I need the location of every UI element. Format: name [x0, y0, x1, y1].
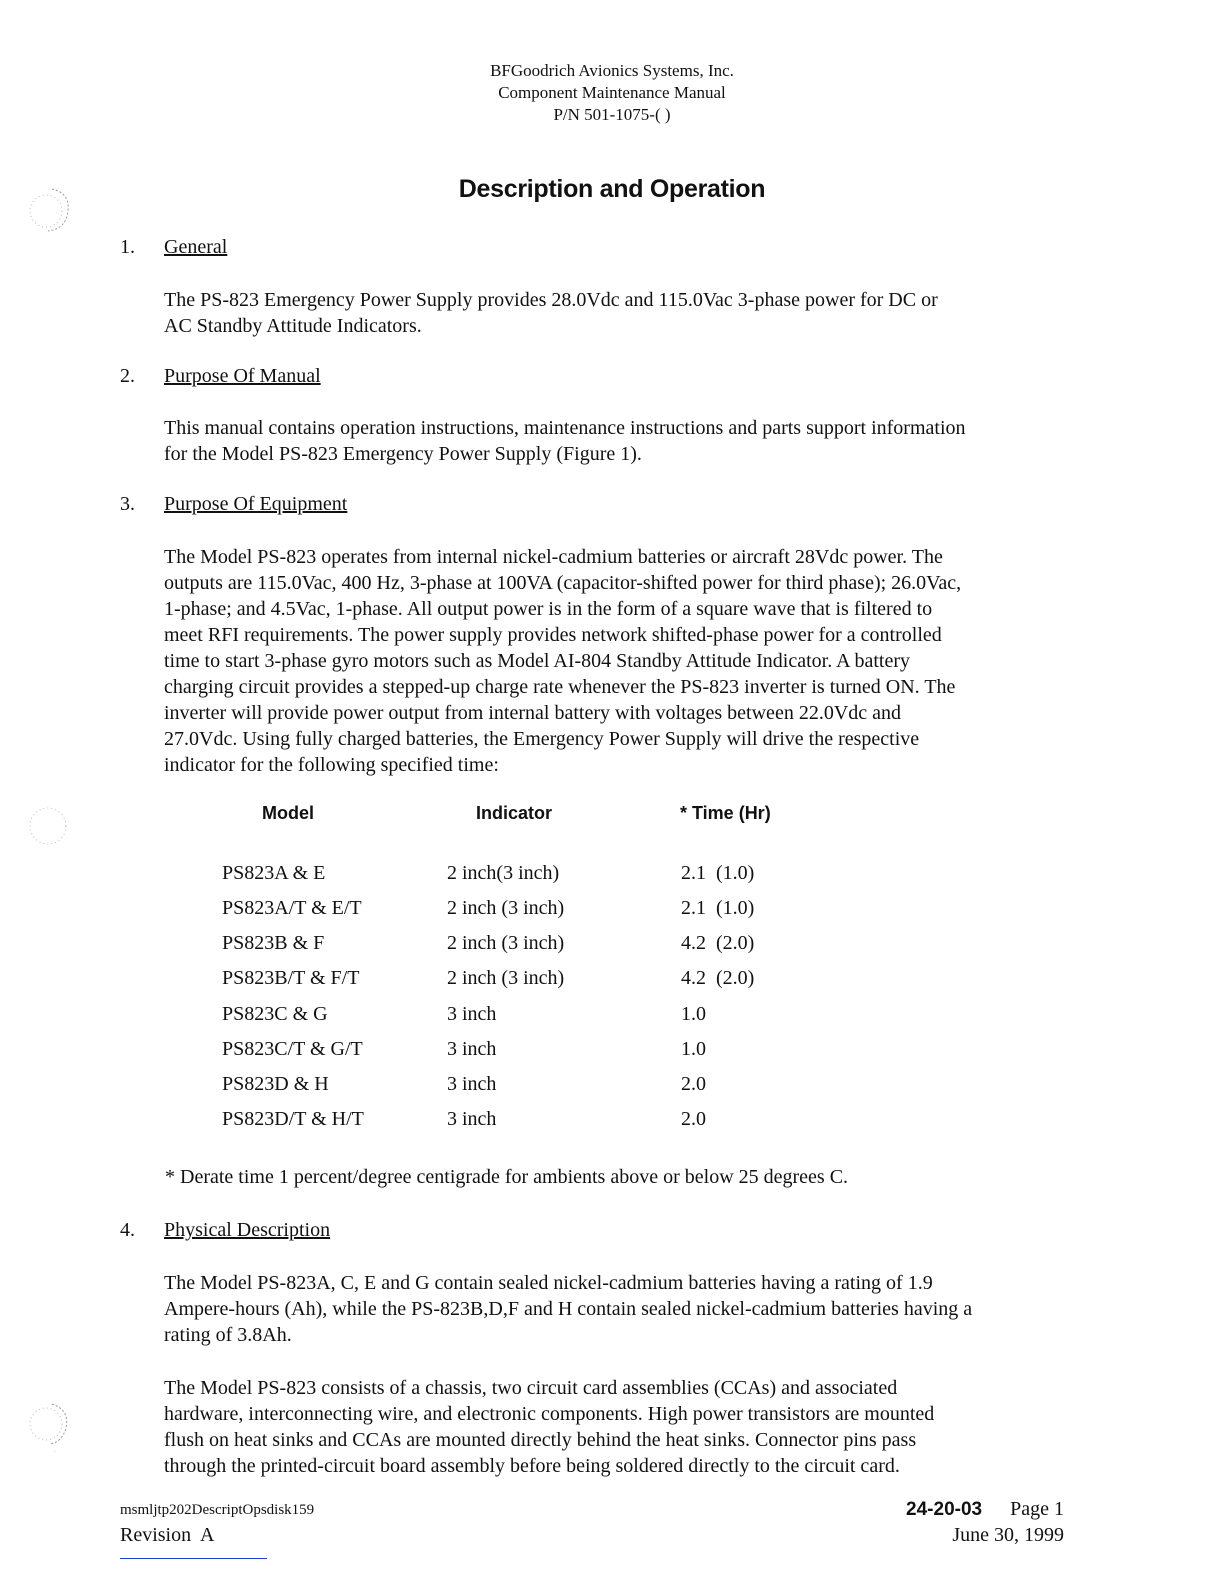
punch-hole-mark [22, 800, 74, 852]
footer-page-info [906, 1498, 1064, 1521]
paragraph-line: through the printed-circuit board assembly before being soldered directly to the circuit card. [164, 1455, 900, 1477]
table-cell-indicator: 2 inch (3 inch) [447, 897, 565, 919]
table-cell-time: 1.0 [681, 1003, 706, 1025]
table-cell-model: PS823B & F [222, 932, 325, 954]
paragraph-line: indicator for the following specified time: [164, 754, 499, 776]
footer-rule [120, 1558, 267, 1559]
table-cell-time: 1.0 [681, 1038, 706, 1060]
paragraph-line: Ampere-hours (Ah), while the PS-823B,D,F and H contain sealed nickel-cadmium batteries having a [164, 1298, 973, 1320]
table-cell-model: PS823C & G [222, 1003, 328, 1025]
paragraph-line: The Model PS-823A, C, E and G contain sealed nickel-cadmium batteries having a rating of 1.9 [164, 1272, 933, 1294]
paragraph-line: inverter will provide power output from internal battery with voltages between 22.0Vdc and [164, 702, 902, 724]
paragraph-line: flush on heat sinks and CCAs are mounted directly behind the heat sinks. Connector pins pass [164, 1429, 917, 1451]
paragraph [164, 544, 1074, 778]
table-cell-time: 2.1 (1.0) [681, 897, 755, 919]
section-heading-general: General [164, 236, 228, 258]
section-heading-purpose-of-equipment: Purpose Of Equipment [164, 493, 348, 515]
paragraph-line: time to start 3-phase gyro motors such as Model AI-804 Standby Attitude Indicator. A battery [164, 650, 910, 672]
table-cell-time: 2.1 (1.0) [681, 862, 755, 884]
paragraph-line: This manual contains operation instructions, maintenance instructions and parts support information [164, 417, 966, 439]
footer-revision: Revision A [120, 1524, 215, 1546]
table-cell-time: 2.0 [681, 1073, 706, 1095]
footer-file-id: msmljtp202DescriptOpsdisk159 [120, 1502, 315, 1518]
section-number: 4. [120, 1219, 135, 1241]
paragraph-line: The Model PS-823 consists of a chassis, two circuit card assemblies (CCAs) and associated [164, 1377, 898, 1399]
section-heading-purpose-of-manual: Purpose Of Manual [164, 365, 321, 387]
footer-date: June 30, 1999 [952, 1524, 1064, 1546]
table-header-time: * Time (Hr) [680, 803, 771, 823]
paragraph-line: rating of 3.8Ah. [164, 1324, 292, 1346]
table-cell-model: PS823C/T & G/T [222, 1038, 363, 1060]
table-cell-indicator: 2 inch (3 inch) [447, 967, 565, 989]
table-cell-time: 4.2 (2.0) [681, 932, 755, 954]
table-cell-indicator: 2 inch(3 inch) [447, 862, 560, 884]
paragraph [164, 287, 1074, 339]
section-number: 3. [120, 493, 135, 515]
table-cell-model: PS823A & E [222, 862, 326, 884]
paragraph [164, 1375, 1074, 1479]
manual-name: Component Maintenance Manual [498, 83, 726, 102]
paragraph-line: 27.0Vdc. Using fully charged batteries, the Emergency Power Supply will drive the respective [164, 728, 920, 750]
table-cell-indicator: 3 inch [447, 1108, 497, 1130]
table-cell-time: 4.2 (2.0) [681, 967, 755, 989]
paragraph [164, 415, 1074, 467]
table-cell-indicator: 3 inch [447, 1003, 497, 1025]
page-title: Description and Operation [458, 175, 766, 203]
footer-doc-code: 24-20-03 [906, 1499, 983, 1520]
paragraph-line: hardware, interconnecting wire, and electronic components. High power transistors are mounted [164, 1403, 935, 1425]
table-cell-model: PS823A/T & E/T [222, 897, 362, 919]
paragraph-line: The PS-823 Emergency Power Supply provides 28.0Vdc and 115.0Vac 3-phase power for DC or [164, 289, 938, 311]
table-cell-time: 2.0 [681, 1108, 706, 1130]
table-cell-indicator: 3 inch [447, 1073, 497, 1095]
paragraph-line: AC Standby Attitude Indicators. [164, 315, 422, 337]
paragraph [164, 1270, 1074, 1348]
table-footnote: * Derate time 1 percent/degree centigrade for ambients above or below 25 degrees C. [165, 1166, 849, 1188]
table-cell-indicator: 3 inch [447, 1038, 497, 1060]
table-cell-model: PS823D & H [222, 1073, 329, 1095]
paragraph-line: meet RFI requirements. The power supply provides network shifted-phase power for a controlled [164, 624, 942, 646]
company-name: BFGoodrich Avionics Systems, Inc. [490, 61, 734, 80]
paragraph-line: for the Model PS-823 Emergency Power Supply (Figure 1). [164, 443, 642, 465]
punch-hole-mark [22, 1400, 74, 1452]
table-cell-model: PS823D/T & H/T [222, 1108, 364, 1130]
section-number: 1. [120, 236, 135, 258]
paragraph-line: The Model PS-823 operates from internal nickel-cadmium batteries or aircraft 28Vdc power. The [164, 546, 943, 568]
table-cell-model: PS823B/T & F/T [222, 967, 360, 989]
table-header-indicator: Indicator [476, 803, 553, 823]
table-cell-indicator: 2 inch (3 inch) [447, 932, 565, 954]
table-header-model: Model [262, 803, 314, 823]
section-number: 2. [120, 365, 135, 387]
section-heading-physical-description: Physical Description [164, 1219, 331, 1241]
footer-page-number: Page 1 [1010, 1498, 1064, 1520]
part-number: P/N 501-1075-( ) [553, 105, 671, 124]
paragraph-line: charging circuit provides a stepped-up charge rate whenever the PS-823 inverter is turned ON. The [164, 676, 956, 698]
paragraph-line: 1-phase; and 4.5Vac, 1-phase. All output power is in the form of a square wave that is filtered to [164, 598, 933, 620]
document-header [0, 60, 1224, 126]
paragraph-line: outputs are 115.0Vac, 400 Hz, 3-phase at 100VA (capacitor-shifted power for third phase); 26.0Vac, [164, 572, 962, 594]
